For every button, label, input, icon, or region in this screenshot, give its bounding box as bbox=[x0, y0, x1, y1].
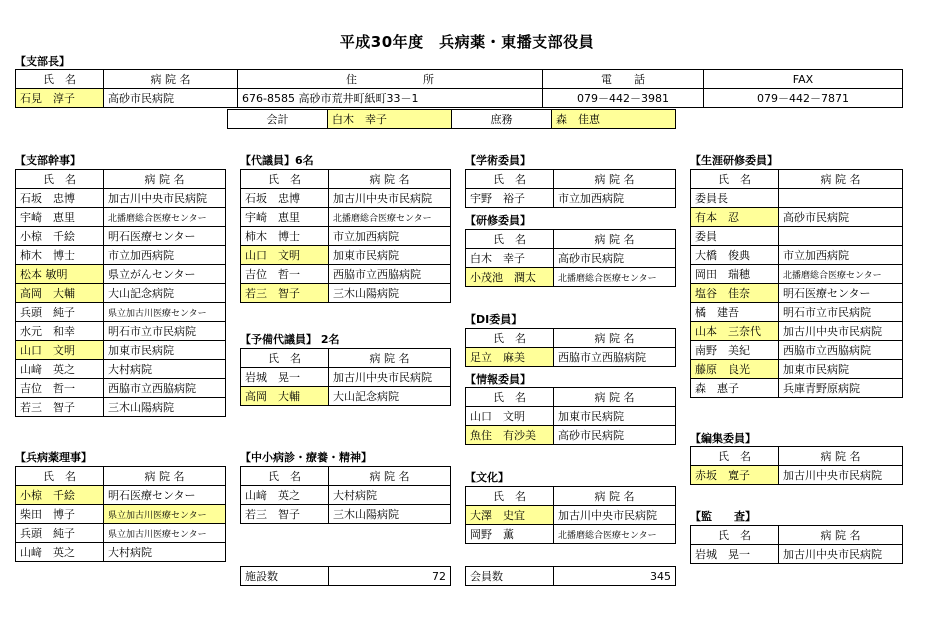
member-name: 若三 智子 bbox=[241, 505, 329, 524]
section-heading: 【支部幹事】 bbox=[15, 154, 81, 167]
member-hospital: 加古川中央市民病院 bbox=[779, 545, 903, 564]
column-header: 病 院 名 bbox=[554, 487, 676, 506]
column-header: 氏 名 bbox=[691, 526, 779, 545]
table-header-row bbox=[16, 70, 903, 89]
member-hospital: 県立加古川医療センター bbox=[104, 524, 226, 543]
column-header: 氏 名 bbox=[16, 170, 104, 189]
table-row bbox=[241, 227, 451, 246]
column-header: 病 院 名 bbox=[779, 170, 903, 189]
column-header: 氏 名 bbox=[241, 349, 329, 368]
table-row bbox=[691, 189, 903, 208]
column-header: 病 院 名 bbox=[104, 467, 226, 486]
member-name: 山本 三奈代 bbox=[691, 322, 779, 341]
member-hospital: 大山記念病院 bbox=[104, 284, 226, 303]
member-name: 柿木 博士 bbox=[16, 246, 104, 265]
member-hospital: 市立加西病院 bbox=[104, 246, 226, 265]
column-header: 病 院 名 bbox=[329, 170, 451, 189]
column-header: 氏 名 bbox=[466, 230, 554, 249]
table-header-row bbox=[466, 230, 676, 249]
table-row bbox=[241, 567, 451, 586]
member-hospital: 加東市民病院 bbox=[104, 341, 226, 360]
chair-label: 委員長 bbox=[691, 189, 779, 208]
member-name: 岩城 晃一 bbox=[241, 368, 329, 387]
table-row bbox=[691, 341, 903, 360]
member-hospital: 加古川中央市民病院 bbox=[779, 466, 903, 485]
member-hospital: 北播磨総合医療センター bbox=[554, 268, 676, 287]
table-row bbox=[16, 208, 226, 227]
table-row bbox=[16, 524, 226, 543]
chief-table bbox=[15, 69, 903, 108]
table-row bbox=[16, 322, 226, 341]
table-header-row bbox=[691, 447, 903, 466]
member-name: 有本 忍 bbox=[691, 208, 779, 227]
member-hospital: 三木山陽病院 bbox=[329, 505, 451, 524]
member-hospital: 三木山陽病院 bbox=[104, 398, 226, 417]
table-row bbox=[241, 265, 451, 284]
table-row bbox=[241, 387, 451, 406]
table-header-row bbox=[16, 170, 226, 189]
table-row bbox=[691, 379, 903, 398]
member-name: 若三 智子 bbox=[241, 284, 329, 303]
column-header: 住 所 bbox=[238, 70, 543, 89]
column-header: 病 院 名 bbox=[554, 329, 676, 348]
member-name: 大澤 史宜 bbox=[466, 506, 554, 525]
table-row bbox=[16, 265, 226, 284]
member-hospital: 加古川中央市民病院 bbox=[329, 189, 451, 208]
table-row bbox=[466, 426, 676, 445]
member-name: 山﨑 英之 bbox=[16, 543, 104, 562]
treasurer-name: 白木 幸子 bbox=[328, 110, 452, 129]
member-name: 南野 美紀 bbox=[691, 341, 779, 360]
kansa-table bbox=[690, 525, 903, 564]
member-hospital: 兵庫青野原病院 bbox=[779, 379, 903, 398]
table-row bbox=[16, 341, 226, 360]
table-row bbox=[241, 284, 451, 303]
column-header: 氏 名 bbox=[16, 70, 104, 89]
yobi-table bbox=[240, 348, 451, 406]
table-header-row bbox=[241, 467, 451, 486]
column-header: 氏 名 bbox=[466, 388, 554, 407]
table-header-row bbox=[466, 170, 676, 189]
column-header: 氏 名 bbox=[241, 170, 329, 189]
table-row bbox=[691, 265, 903, 284]
table-row bbox=[466, 249, 676, 268]
kanji-table bbox=[15, 169, 226, 417]
member-hospital: 市立加西病院 bbox=[779, 246, 903, 265]
member-hospital: 県立加古川医療センター bbox=[104, 505, 226, 524]
member-hospital: 加東市民病院 bbox=[779, 360, 903, 379]
section-heading: 【監 査】 bbox=[690, 510, 756, 523]
member-hospital: 北播磨総合医療センター bbox=[104, 208, 226, 227]
table-row bbox=[16, 284, 226, 303]
table-row bbox=[16, 486, 226, 505]
member-name: 高岡 大輔 bbox=[16, 284, 104, 303]
member-hospital: 加古川中央市民病院 bbox=[329, 368, 451, 387]
treasurer-table bbox=[227, 109, 676, 129]
member-name: 柿木 博士 bbox=[241, 227, 329, 246]
facilities-total bbox=[240, 566, 451, 586]
member-hospital: 明石市立市民病院 bbox=[104, 322, 226, 341]
section-heading: 【文化】 bbox=[465, 471, 509, 484]
column-header: 氏 名 bbox=[466, 329, 554, 348]
table-header-row bbox=[691, 526, 903, 545]
table-row bbox=[241, 246, 451, 265]
section-heading: 【代議員】6名 bbox=[240, 154, 314, 167]
column-header: 電 話 bbox=[543, 70, 704, 89]
member-hospital: 高砂市民病院 bbox=[554, 249, 676, 268]
members-count: 345 bbox=[554, 567, 676, 586]
member-hospital: 西脇市立西脇病院 bbox=[329, 265, 451, 284]
column-header: 氏 名 bbox=[466, 487, 554, 506]
member-hospital: 北播磨総合医療センター bbox=[329, 208, 451, 227]
member-name: 山口 文明 bbox=[16, 341, 104, 360]
chief-fax: 079－442－7871 bbox=[704, 89, 903, 108]
member-name: 小茂池 潤太 bbox=[466, 268, 554, 287]
table-row bbox=[691, 322, 903, 341]
table-row bbox=[691, 545, 903, 564]
bunka-table bbox=[465, 486, 676, 544]
table-header-row bbox=[16, 467, 226, 486]
table-header-row bbox=[466, 329, 676, 348]
member-name: 宇野 裕子 bbox=[466, 189, 554, 208]
member-hospital: 市立加西病院 bbox=[329, 227, 451, 246]
table-row bbox=[16, 505, 226, 524]
member-hospital: 県立がんセンター bbox=[104, 265, 226, 284]
table-row bbox=[466, 189, 676, 208]
member-name: 松本 敏明 bbox=[16, 265, 104, 284]
chief-name: 石見 淳子 bbox=[16, 89, 104, 108]
gakujutsu-table bbox=[465, 169, 676, 208]
column-header: 病 院 名 bbox=[329, 349, 451, 368]
member-name: 大橋 俊典 bbox=[691, 246, 779, 265]
member-name: 白木 幸子 bbox=[466, 249, 554, 268]
shogai-table bbox=[690, 169, 903, 398]
table-row bbox=[241, 486, 451, 505]
table-row bbox=[241, 189, 451, 208]
henshu-table bbox=[690, 446, 903, 485]
table-row bbox=[16, 89, 903, 108]
table-row bbox=[466, 268, 676, 287]
table-header-row bbox=[241, 349, 451, 368]
member-name: 山﨑 英之 bbox=[241, 486, 329, 505]
member-name: 石坂 忠博 bbox=[241, 189, 329, 208]
member-hospital: 大山記念病院 bbox=[329, 387, 451, 406]
member-hospital: 大村病院 bbox=[104, 360, 226, 379]
member-hospital: 加古川中央市民病院 bbox=[779, 322, 903, 341]
table-row bbox=[691, 246, 903, 265]
column-header: 氏 名 bbox=[691, 447, 779, 466]
column-header: FAX bbox=[704, 70, 903, 89]
column-header: 病 院 名 bbox=[104, 170, 226, 189]
section-heading: 【兵病薬理事】 bbox=[15, 451, 92, 464]
member-name: 兵頭 純子 bbox=[16, 303, 104, 322]
column-header: 病 院 名 bbox=[104, 70, 238, 89]
member-name: 森 惠子 bbox=[691, 379, 779, 398]
table-row bbox=[691, 284, 903, 303]
member-hospital: 加東市民病院 bbox=[329, 246, 451, 265]
member-name: 赤坂 寛子 bbox=[691, 466, 779, 485]
member-name: 石坂 忠博 bbox=[16, 189, 104, 208]
column-header: 氏 名 bbox=[241, 467, 329, 486]
table-row bbox=[466, 407, 676, 426]
di-table bbox=[465, 328, 676, 367]
member-hospital: 高砂市民病院 bbox=[779, 208, 903, 227]
table-header-row bbox=[466, 487, 676, 506]
table-row bbox=[691, 227, 903, 246]
chief-heading: 【支部長】 bbox=[15, 55, 70, 68]
member-hospital: 加東市民病院 bbox=[554, 407, 676, 426]
member-name: 若三 智子 bbox=[16, 398, 104, 417]
chusho-table bbox=[240, 466, 451, 524]
table-row bbox=[16, 360, 226, 379]
member-hospital: 三木山陽病院 bbox=[329, 284, 451, 303]
member-hospital: 明石医療センター bbox=[104, 486, 226, 505]
table-row bbox=[16, 379, 226, 398]
table-row bbox=[16, 246, 226, 265]
table-row bbox=[691, 208, 903, 227]
member-name: 水元 和幸 bbox=[16, 322, 104, 341]
member-hospital: 明石医療センター bbox=[779, 284, 903, 303]
member-hospital: 加古川中央市民病院 bbox=[554, 506, 676, 525]
table-row bbox=[466, 525, 676, 544]
general-affairs-label: 庶務 bbox=[452, 110, 552, 129]
member-name: 山口 文明 bbox=[466, 407, 554, 426]
members-label: 委員 bbox=[691, 227, 779, 246]
member-name: 塩谷 佳奈 bbox=[691, 284, 779, 303]
member-hospital: 明石市立市民病院 bbox=[779, 303, 903, 322]
member-name: 小椋 千絵 bbox=[16, 486, 104, 505]
member-name: 足立 麻美 bbox=[466, 348, 554, 367]
column-header: 病 院 名 bbox=[554, 388, 676, 407]
page-title: 平成30年度 兵病薬・東播支部役員 bbox=[339, 33, 595, 51]
members-label: 会員数 bbox=[466, 567, 554, 586]
table-row bbox=[466, 348, 676, 367]
table-row bbox=[466, 567, 676, 586]
section-heading: 【情報委員】 bbox=[465, 373, 531, 386]
member-hospital: 高砂市民病院 bbox=[554, 426, 676, 445]
table-header-row bbox=[691, 170, 903, 189]
table-header-row bbox=[466, 388, 676, 407]
member-hospital: 北播磨総合医療センター bbox=[554, 525, 676, 544]
table-row bbox=[241, 505, 451, 524]
member-name: 宇崎 恵里 bbox=[241, 208, 329, 227]
column-header: 氏 名 bbox=[466, 170, 554, 189]
joho-table bbox=[465, 387, 676, 445]
member-name: 岡田 瑞穂 bbox=[691, 265, 779, 284]
member-hospital: 西脇市立西脇病院 bbox=[554, 348, 676, 367]
member-name: 兵頭 純子 bbox=[16, 524, 104, 543]
member-name: 宇崎 恵里 bbox=[16, 208, 104, 227]
section-heading: 【予備代議員】 2名 bbox=[240, 333, 340, 346]
chief-phone: 079－442－3981 bbox=[543, 89, 704, 108]
member-name: 山﨑 英之 bbox=[16, 360, 104, 379]
member-name: 山口 文明 bbox=[241, 246, 329, 265]
daigiin-table bbox=[240, 169, 451, 303]
member-hospital: 加古川中央市民病院 bbox=[104, 189, 226, 208]
column-header: 病 院 名 bbox=[329, 467, 451, 486]
facilities-count: 72 bbox=[329, 567, 451, 586]
treasurer-label: 会計 bbox=[228, 110, 328, 129]
table-row bbox=[466, 506, 676, 525]
section-heading: 【中小病診・療養・精神】 bbox=[240, 451, 372, 464]
column-header: 病 院 名 bbox=[554, 170, 676, 189]
member-name: 柴田 博子 bbox=[16, 505, 104, 524]
table-row bbox=[691, 360, 903, 379]
column-header: 氏 名 bbox=[691, 170, 779, 189]
section-heading: 【編集委員】 bbox=[690, 432, 756, 445]
column-header: 病 院 名 bbox=[554, 230, 676, 249]
member-hospital: 北播磨総合医療センター bbox=[779, 265, 903, 284]
rijiji-table bbox=[15, 466, 226, 562]
facilities-label: 施設数 bbox=[241, 567, 329, 586]
member-name: 魚住 有沙美 bbox=[466, 426, 554, 445]
table-row bbox=[16, 543, 226, 562]
table-row bbox=[16, 398, 226, 417]
member-hospital: 大村病院 bbox=[104, 543, 226, 562]
members-total bbox=[465, 566, 676, 586]
member-hospital: 明石医療センター bbox=[104, 227, 226, 246]
chief-hospital: 高砂市民病院 bbox=[104, 89, 238, 108]
table-row bbox=[16, 303, 226, 322]
column-header: 氏 名 bbox=[16, 467, 104, 486]
section-heading: 【研修委員】 bbox=[465, 214, 531, 227]
member-name: 岩城 晃一 bbox=[691, 545, 779, 564]
member-hospital: 西脇市立西脇病院 bbox=[779, 341, 903, 360]
table-row bbox=[228, 110, 676, 129]
column-header: 病 院 名 bbox=[779, 526, 903, 545]
kenshu-table bbox=[465, 229, 676, 287]
member-name: 吉位 哲一 bbox=[16, 379, 104, 398]
member-name: 藤原 良光 bbox=[691, 360, 779, 379]
section-heading: 【DI委員】 bbox=[465, 313, 523, 326]
table-row bbox=[16, 227, 226, 246]
section-heading: 【生涯研修委員】 bbox=[690, 154, 778, 167]
member-name: 岡野 薫 bbox=[466, 525, 554, 544]
member-name: 高岡 大輔 bbox=[241, 387, 329, 406]
table-row bbox=[241, 368, 451, 387]
column-header: 病 院 名 bbox=[779, 447, 903, 466]
member-hospital: 大村病院 bbox=[329, 486, 451, 505]
table-row bbox=[16, 189, 226, 208]
member-name: 橘 建吾 bbox=[691, 303, 779, 322]
chief-address: 676-8585 高砂市荒井町紙町33－1 bbox=[238, 89, 543, 108]
member-hospital: 西脇市立西脇病院 bbox=[104, 379, 226, 398]
table-row bbox=[691, 303, 903, 322]
general-affairs-name: 森 佳恵 bbox=[552, 110, 676, 129]
table-row bbox=[691, 466, 903, 485]
section-heading: 【学術委員】 bbox=[465, 154, 531, 167]
member-hospital: 市立加西病院 bbox=[554, 189, 676, 208]
member-name: 吉位 哲一 bbox=[241, 265, 329, 284]
table-header-row bbox=[241, 170, 451, 189]
member-name: 小椋 千絵 bbox=[16, 227, 104, 246]
member-hospital: 県立加古川医療センター bbox=[104, 303, 226, 322]
table-row bbox=[241, 208, 451, 227]
